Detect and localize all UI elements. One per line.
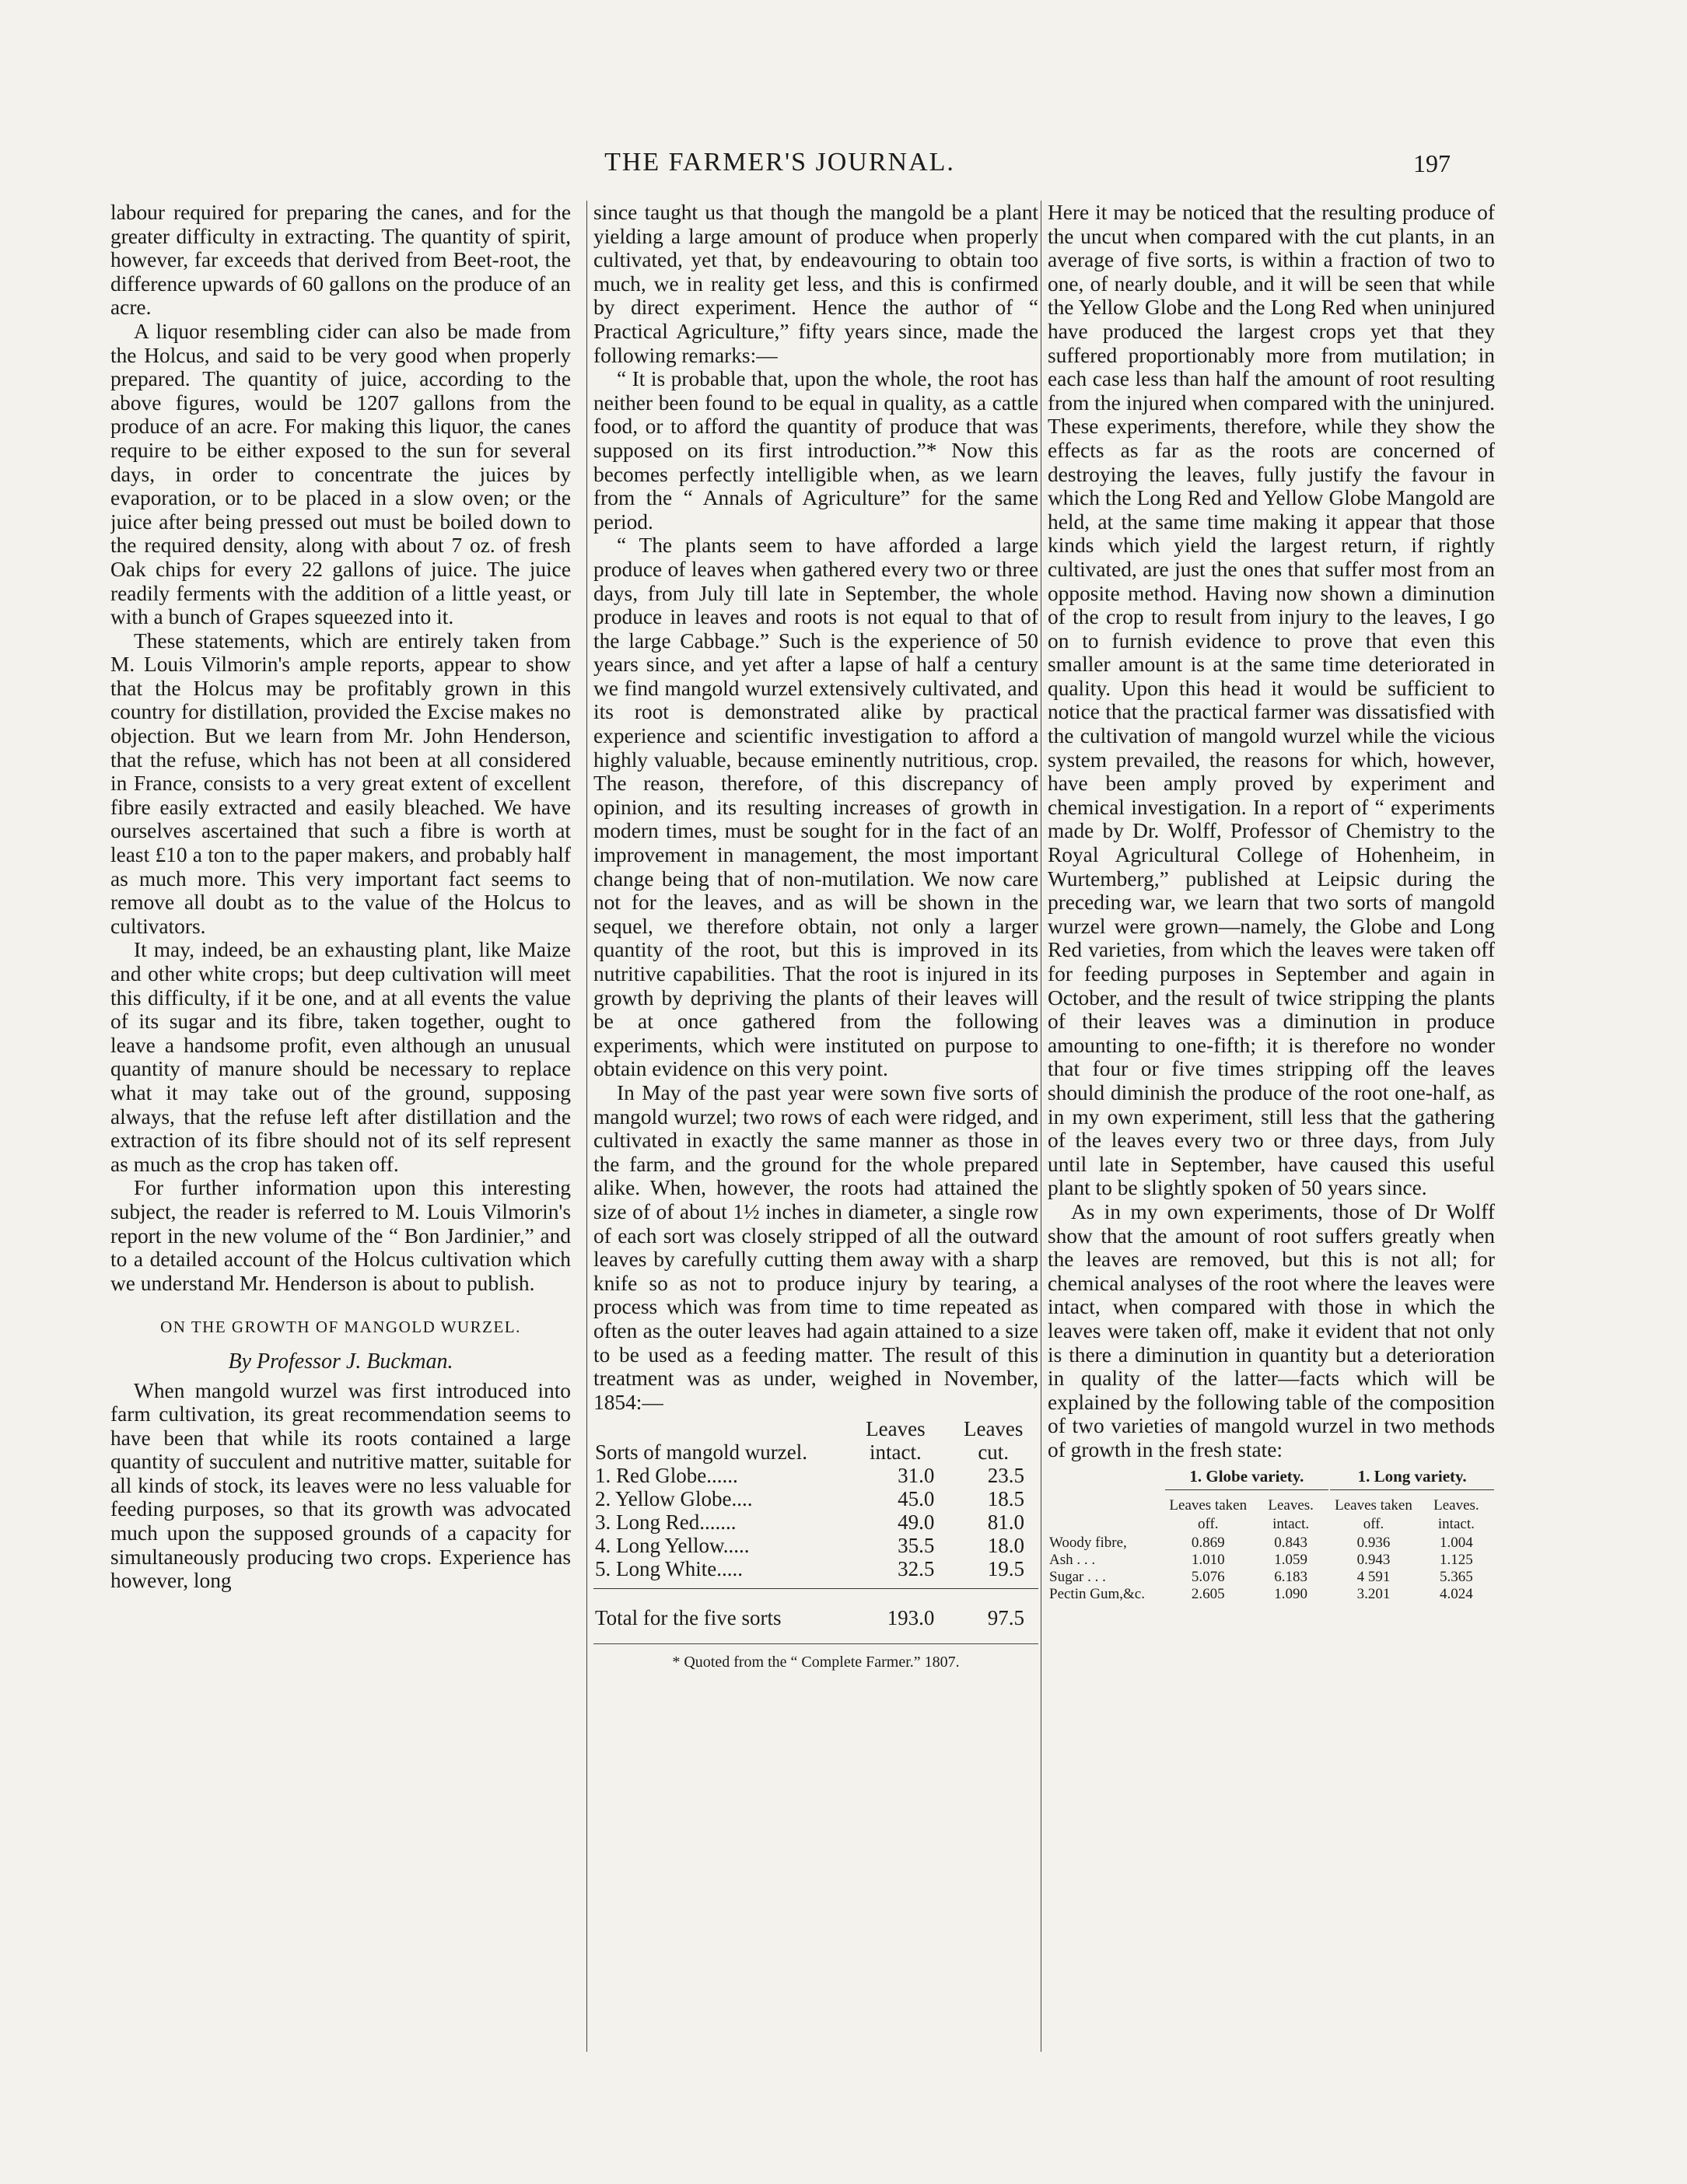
paragraph: For further information upon this interesting subject, the reader is referred to M. Louis Vilmorin's report in the new volume of the “ Bon Jardinier,” and to a detailed account of the Holcus cultivation which we understand Mr. Henderson is about to publish. [110,1176,571,1295]
row-label: Ash . . . [1049,1552,1096,1569]
row-label: Pectin Gum,&c. [1049,1586,1145,1603]
paragraph: A liquor resembling cider can also be made from the Holcus, and said to be very good when properly prepared. The quantity of juice, according to the above figures, would be 1207 gallons from the produce of an acre. For making this liquor, the canes require to be either exposed to the sun for several days, in order to concentrate the juices by evaporation, or to be placed in a slow oven; or the juice after being pressed out must be boiled down to the required density, along with about 7 oz. of fresh Oak chips for every 22 gallons of juice. The juice readily ferments with the addition of a little yeast, or with a bunch of Grapes squeezed into it. [110,319,571,629]
sub-header-intact: Leaves. intact. [1433,1497,1479,1533]
table-row [593,1487,1038,1510]
article-title: ON THE GROWTH OF MANGOLD WURZEL. [160,1318,521,1337]
row-label: Sugar . . . [1049,1569,1106,1586]
value-intact: 49.0 [898,1510,935,1535]
table-header-intact: Leaves intact. [866,1417,926,1465]
table-header-cut: Leaves cut. [963,1417,1024,1465]
table-row [1048,1569,1495,1586]
value: 5.365 [1440,1569,1473,1586]
total-label: Total for the five sorts [595,1606,782,1630]
value: 6.183 [1274,1569,1307,1586]
table-row [1048,1535,1495,1552]
total-cut: 97.5 [987,1606,1024,1630]
value: 0.869 [1191,1535,1225,1552]
value: 0.843 [1274,1535,1307,1552]
table-row [1048,1552,1495,1569]
table-total-row [593,1589,1038,1630]
value: 1.004 [1440,1535,1473,1552]
group-header-globe: 1. Globe variety. [1189,1467,1304,1486]
value-cut: 18.5 [987,1487,1024,1511]
value: 1.125 [1440,1552,1473,1569]
group-header-long: 1. Long variety. [1357,1467,1467,1486]
crop-yield-table [593,1417,1038,1629]
value: 4 591 [1356,1569,1391,1586]
value: 1.010 [1191,1552,1225,1569]
value: 3.201 [1356,1586,1391,1603]
table-row [1048,1586,1495,1603]
paragraph: labour required for preparing the canes, and for the greater difficulty in extracting. The quantity of spirit, however, far exceeds that derived from Beet-root, the difference upwards of 60 gallons on the produce of an acre. [110,201,571,320]
running-title: THE FARMER'S JOURNAL. [604,148,955,177]
table-row [593,1464,1038,1487]
sub-header-off: Leaves taken off. [1335,1497,1412,1533]
row-label: 2. Yellow Globe.... [595,1487,753,1511]
page-header [109,148,1451,194]
value: 4.024 [1440,1586,1473,1603]
footnote: * Quoted from the “ Complete Farmer.” 1807. [593,1643,1038,1675]
table-row [593,1557,1038,1580]
value-cut: 19.5 [987,1557,1024,1581]
article-byline: By Professor J. Buckman. [228,1349,453,1374]
paragraph: “ It is probable that, upon the whole, the root has neither been found to be equal in quality, as a cattle food, or to afford the quantity of produce that was supposed on its first introduction.”* Now this becomes perfectly intelligible when, as we learn from the “ Annals of Agriculture” for the same period. [593,367,1038,534]
value-cut: 23.5 [987,1464,1024,1488]
row-label: 1. Red Globe...... [595,1464,738,1488]
brace-long [1330,1489,1494,1495]
column-1 [110,201,571,2052]
value-cut: 18.0 [987,1534,1024,1558]
table-row [593,1534,1038,1557]
table-row [593,1510,1038,1534]
value-intact: 32.5 [898,1557,935,1581]
sub-header-intact: Leaves. intact. [1268,1497,1314,1533]
table-rule [593,1580,1038,1589]
table-header-sort: Sorts of mangold wurzel. [595,1440,807,1465]
value: 5.076 [1191,1569,1225,1586]
value: 0.936 [1356,1535,1391,1552]
brace-globe [1165,1489,1329,1495]
value-cut: 81.0 [987,1510,1024,1535]
row-label: Woody fibre, [1049,1535,1127,1552]
paragraph: It may, indeed, be an exhausting plant, like Maize and other white crops; but deep cultivation will meet this difficulty, if it be one, and at all events the value of its sugar and its fibre, taken together, ought to leave a handsome profit, even although an unusual quantity of manure should be necessary to replace what it may take out of the ground, supposing always, that the refuse left after distillation and the extraction of its fibre should not of its self represent as much as the crop has taken off. [110,938,571,1176]
column-3 [1041,201,1495,2052]
value-intact: 35.5 [898,1534,935,1558]
page-number: 197 [1413,149,1451,177]
composition-table [1048,1466,1495,1603]
total-intact: 193.0 [887,1606,935,1630]
paragraph: Here it may be noticed that the resulting produce of the uncut when compared with the cut plants, in an average of five sorts, is within a fraction of two to one, of nearly double, and it will be seen that while the Yellow Globe and the Long Red when uninjured have produced the largest crops yet that they suffered proportionably more from mutilation; in each case less than half the amount of root resulting from the injured when compared with the uninjured. These experiments, therefore, while they show the effects as far as the roots are concerned of destroying the leaves, fully justify the favour in which the Long Red and Yellow Globe Mangold are held, at the same time making it appear that those kinds which yield the largest return, if rightly cultivated, are just the ones that suffer most from an opposite method. Having now shown a diminution of the crop to result from injury to the leaves, I go on to furnish evidence to prove that even this smaller amount is at the same time deteriorated in quality. Upon this head it would be sufficient to notice that the practical farmer was dissatisfied with the cultivation of mangold wurzel while the vicious system prevailed, the reasons for which, however, have been amply proved by experiment and chemical investigation. In a report of “ experiments made by Dr. Wolff, Professor of Chemistry to the Royal Agricultural College of Hohenheim, in Wurtemberg,” published at Leipsic during the preceding war, we learn that two sorts of mangold wurzel were grown—namely, the Globe and Long Red varieties, from which the leaves were taken off for feeding purposes in September and again in October, and the result of twice stripping the plants of their leaves was a diminution in produce amounting to one-fifth; it is therefore no wonder that four or five times stripping off the leaves should diminish the produce of the root one-half, as in my own experiment, still less that the gathering of the leaves every two or three days, from July until late in September, have caused this useful plant to be slightly spoken of 50 years since. [1048,201,1495,1200]
paragraph: since taught us that though the mangold be a plant yielding a large amount of produce when properly cultivated, yet that, by endeavouring to obtain too much, we in reality get less, and this is confirmed by direct experiment. Hence the author of “ Practical Agriculture,” fifty years since, made the following remarks:— [593,201,1038,367]
value: 1.090 [1274,1586,1307,1603]
paragraph: These statements, which are entirely taken from M. Louis Vilmorin's ample reports, appear to show that the Holcus may be profitably grown in this country for distillation, provided the Excise makes no objection. But we learn from Mr. John Henderson, that the refuse, which has not been at all considered in France, consists to a very great extent of excellent fibre easily extracted and easily bleached. We have ourselves ascertained that such a fibre is worth at least £10 a ton to the paper makers, and probably half as much more. This very important fact seems to remove all doubt as to the value of the Holcus to cultivators. [110,628,571,938]
value: 1.059 [1274,1552,1307,1569]
value-intact: 31.0 [898,1464,935,1488]
paragraph: When mangold wurzel was first introduced into farm cultivation, its great recommendation seems to have been that while its roots contained a large quantity of succulent and nutritive matter, suitable for all kinds of stock, its leaves were no less valuable for feeding purposes, so that its growth was advocated much upon the supposed grounds of a capacity for simultaneously producing two crops. Experience has however, long [110,1378,571,1593]
column-2 [586,201,1038,2052]
value: 2.605 [1191,1586,1225,1603]
paragraph: In May of the past year were sown five sorts of mangold wurzel; two rows of each were ridged, and cultivated in exactly the same manner as those in the farm, and the ground for the whole prepared alike. When, however, the roots had attained the size of of about 1½ inches in diameter, a single row of each sort was closely stripped of all the outward leaves by carefully cutting them away with a sharp knife so as not to produce injury by tearing, a process which was from time to time repeated as often as the outer leaves had again attained to a size to be used as a feeding matter. The result of this treatment was as under, weighed in November, 1854:— [593,1080,1038,1414]
value-intact: 45.0 [898,1487,935,1511]
row-label: 4. Long Yellow..... [595,1534,750,1558]
paragraph: “ The plants seem to have afforded a large produce of leaves when gathered every two or three days, from July till late in September, the whole produce in leaves and roots is not equal to that of the large Cabbage.” Such is the experience of 50 years since, and yet after a lapse of half a century we find mangold wurzel extensively cultivated, and its root is demonstrated alike by practical experience and scientific investigation to afford a highly valuable, because eminently nutritious, crop. The reason, therefore, of this discrepancy of opinion, and its resulting increases of growth in modern times, must be sought for in the fact of an improvement in management, the most important change being that of non-mutilation. We now care not for the leaves, and as will be shown in the sequel, we therefore obtain, not only a larger quantity of the root, but this is improved in its nutritive capabilities. That the root is injured in its growth by depriving the plants of their leaves will be at once gathered from the following experiments, which were instituted on purpose to obtain evidence on this very point. [593,534,1038,1081]
row-label: 5. Long White..... [595,1557,743,1581]
value: 0.943 [1356,1552,1391,1569]
sub-header-off: Leaves taken off. [1169,1497,1248,1533]
row-label: 3. Long Red....... [595,1510,737,1535]
paragraph: As in my own experiments, those of Dr Wolff show that the amount of root suffers greatly when the leaves are removed, but this is not all; for chemical analyses of the root where the leaves were intact, when compared with those in which the leaves were taken off, make it evident that not only is there a diminution in quantity but a deterioration in quality of the latter—facts which will be explained by the following table of the composition of two varieties of mangold wurzel in two methods of growth in the fresh state: [1048,1199,1495,1461]
